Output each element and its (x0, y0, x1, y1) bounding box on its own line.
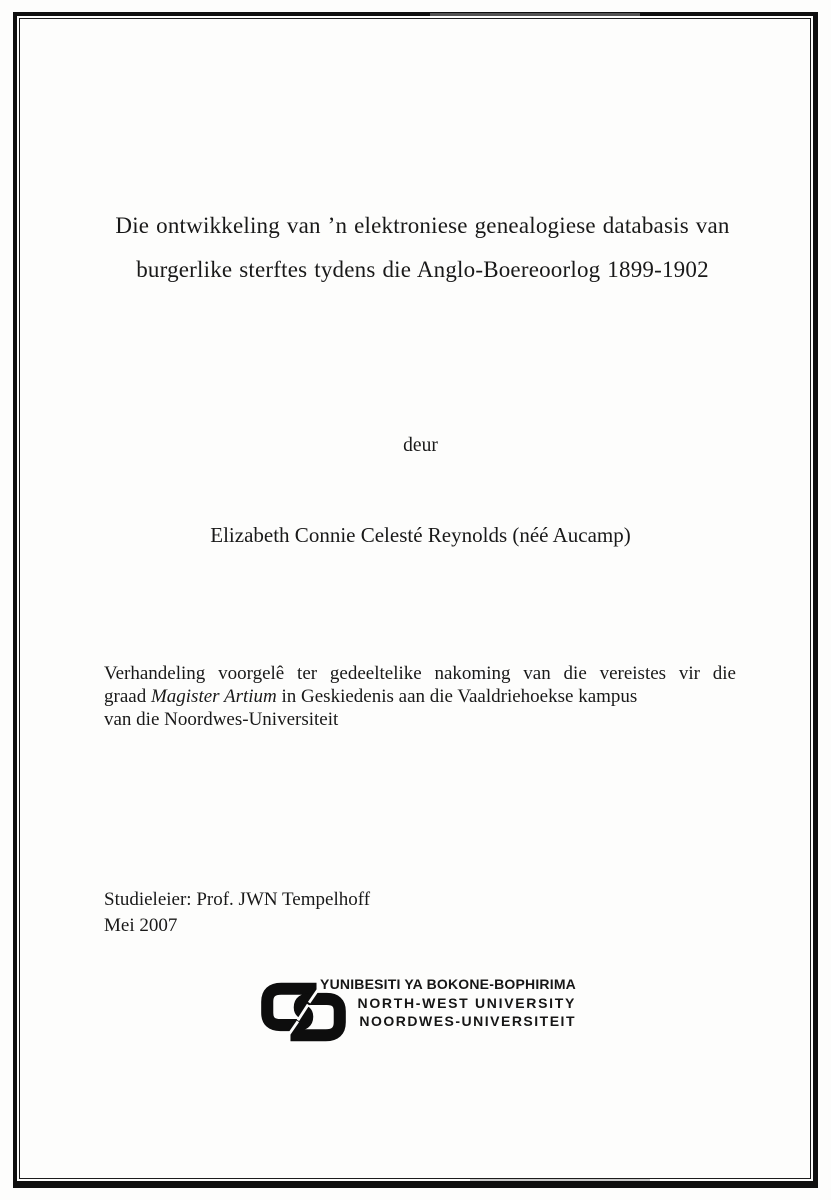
scan-artifact (430, 13, 640, 16)
university-name-afrikaans: NOORDWES-UNIVERSITEIT (359, 1013, 576, 1029)
thesis-title-line1: Die ontwikkeling van ’n elektroniese genealogiese databasis van (115, 213, 730, 238)
thesis-title (14, 204, 831, 292)
declaration-line2 (104, 685, 736, 708)
university-name-english: NORTH-WEST UNIVERSITY (357, 994, 576, 1011)
declaration-line1: Verhandeling voorgelê ter gedeeltelike nakoming van die vereistes vir die (104, 663, 736, 684)
declaration-line3: van die Noordwes-Universiteit (104, 709, 339, 730)
scan-artifact (470, 1179, 650, 1181)
declaration-line2-post: in Geskiedenis aan die Vaaldriehoekse kampus (276, 686, 638, 707)
author-name: Elizabeth Connie Celesté Reynolds (néé Aucamp) (210, 523, 631, 547)
university-name-setswana: YUNIBESITI YA BOKONE-BOPHIRIMA (320, 976, 576, 992)
byline-label: deur (403, 435, 438, 456)
university-wordmark (300, 975, 576, 1031)
degree-declaration (104, 662, 736, 731)
supervisor-line: Studieleier: Prof. JWN Tempelhoff (104, 889, 371, 910)
degree-name-italic: Magister Artium (150, 686, 277, 707)
thesis-title-line2: burgerlike sterftes tydens die Anglo-Boereoorlog 1899-1902 (136, 257, 709, 282)
date-line: Mei 2007 (104, 914, 178, 936)
declaration-line2-pre: graad (104, 686, 151, 707)
imprint-block (104, 887, 370, 938)
